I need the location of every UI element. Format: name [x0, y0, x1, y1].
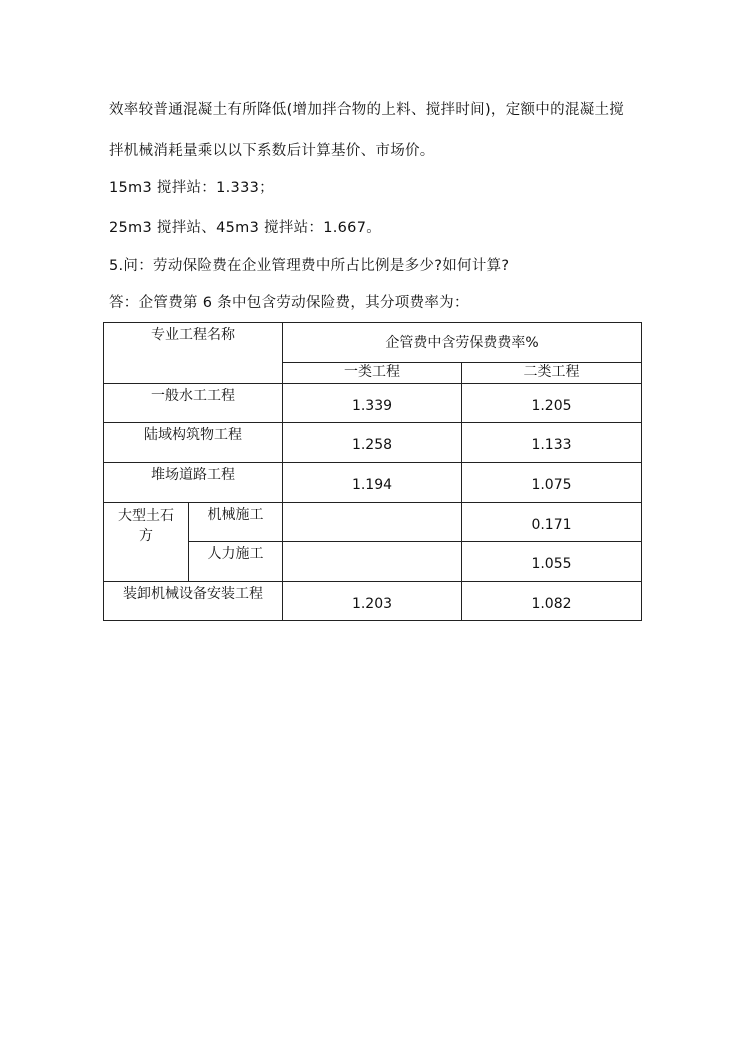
- row-class-2-cell: [462, 463, 642, 503]
- table-row: [104, 503, 642, 542]
- table-row: [104, 582, 642, 621]
- row-class-1-cell: [283, 503, 462, 542]
- question-5: 5.问：劳动保险费在企业管理费中所占比例是多少?如何计算?: [109, 258, 510, 274]
- labor-insurance-rate-table: [103, 322, 642, 621]
- header-class-2: [462, 363, 642, 384]
- row-class-1-value: [283, 503, 461, 516]
- sub-name-cell: [189, 542, 283, 582]
- row-name-cell: [104, 384, 283, 423]
- row-name-cell: [104, 582, 283, 621]
- row-class-1-cell: [283, 384, 462, 423]
- row-class-1-value: [283, 542, 461, 555]
- paragraph-4: 25m3 搅拌站、45m3 搅拌站：1.667。: [109, 220, 382, 236]
- header-class-1: [283, 363, 462, 384]
- row-name: 堆场道路工程: [151, 467, 235, 483]
- row-name-cell: [104, 423, 283, 463]
- header-rate-group-text: 企管费中含劳保费费率%: [385, 335, 539, 351]
- row-class-2-value: 1.055: [531, 556, 572, 572]
- row-class-2-value: 0.171: [531, 517, 572, 533]
- row-class-2-value: 1.075: [531, 477, 572, 493]
- header-rate-group: [283, 323, 642, 363]
- answer-intro: 答：企管费第 6 条中包含劳动保险费，其分项费率为：: [109, 295, 469, 311]
- row-class-1-value: 1.203: [351, 596, 393, 612]
- row-class-2-cell: [462, 542, 642, 582]
- row-name: 装卸机械设备安装工程: [123, 586, 263, 602]
- row-class-1-value: 1.339: [351, 398, 393, 414]
- row-class-1-cell: [283, 542, 462, 582]
- sub-name-cell: [189, 503, 283, 542]
- row-name-cell: [104, 463, 283, 503]
- header-project-name: [104, 323, 283, 384]
- table-header-row: [104, 323, 642, 363]
- paragraph-2: 拌机械消耗量乘以以下系数后计算基价、市场价。: [109, 143, 435, 159]
- row-class-1-value: 1.194: [351, 477, 393, 493]
- table-row: [104, 384, 642, 423]
- header-project-name-text: 专业工程名称: [151, 327, 235, 343]
- row-class-2-cell: [462, 582, 642, 621]
- header-class-2-text: 二类工程: [523, 364, 580, 380]
- header-class-1-text: 一类工程: [344, 364, 400, 380]
- row-name: 陆域构筑物工程: [144, 427, 242, 443]
- row-class-1-cell: [283, 423, 462, 463]
- earthwork-group-cell: [104, 503, 189, 582]
- table-row: [104, 423, 642, 463]
- row-class-1-cell: [283, 463, 462, 503]
- table-row: [104, 463, 642, 503]
- earthwork-group-name: 大型土石方: [118, 508, 174, 544]
- row-class-2-cell: [462, 384, 642, 423]
- row-class-1-value: 1.258: [351, 437, 393, 453]
- row-class-2-cell: [462, 503, 642, 542]
- sub-name: 机械施工: [207, 507, 264, 523]
- paragraph-1: 效率较普通混凝土有所降低(增加拌合物的上料、搅拌时间)，定额中的混凝土搅: [109, 102, 625, 118]
- row-class-1-cell: [283, 582, 462, 621]
- paragraph-3: 15m3 搅拌站：1.333；: [109, 180, 274, 196]
- row-class-2-value: 1.133: [531, 437, 572, 453]
- row-name: 一般水工工程: [151, 388, 235, 404]
- sub-name: 人力施工: [207, 546, 264, 562]
- row-class-2-value: 1.205: [531, 398, 572, 414]
- row-class-2-value: 1.082: [531, 596, 572, 612]
- row-class-2-cell: [462, 423, 642, 463]
